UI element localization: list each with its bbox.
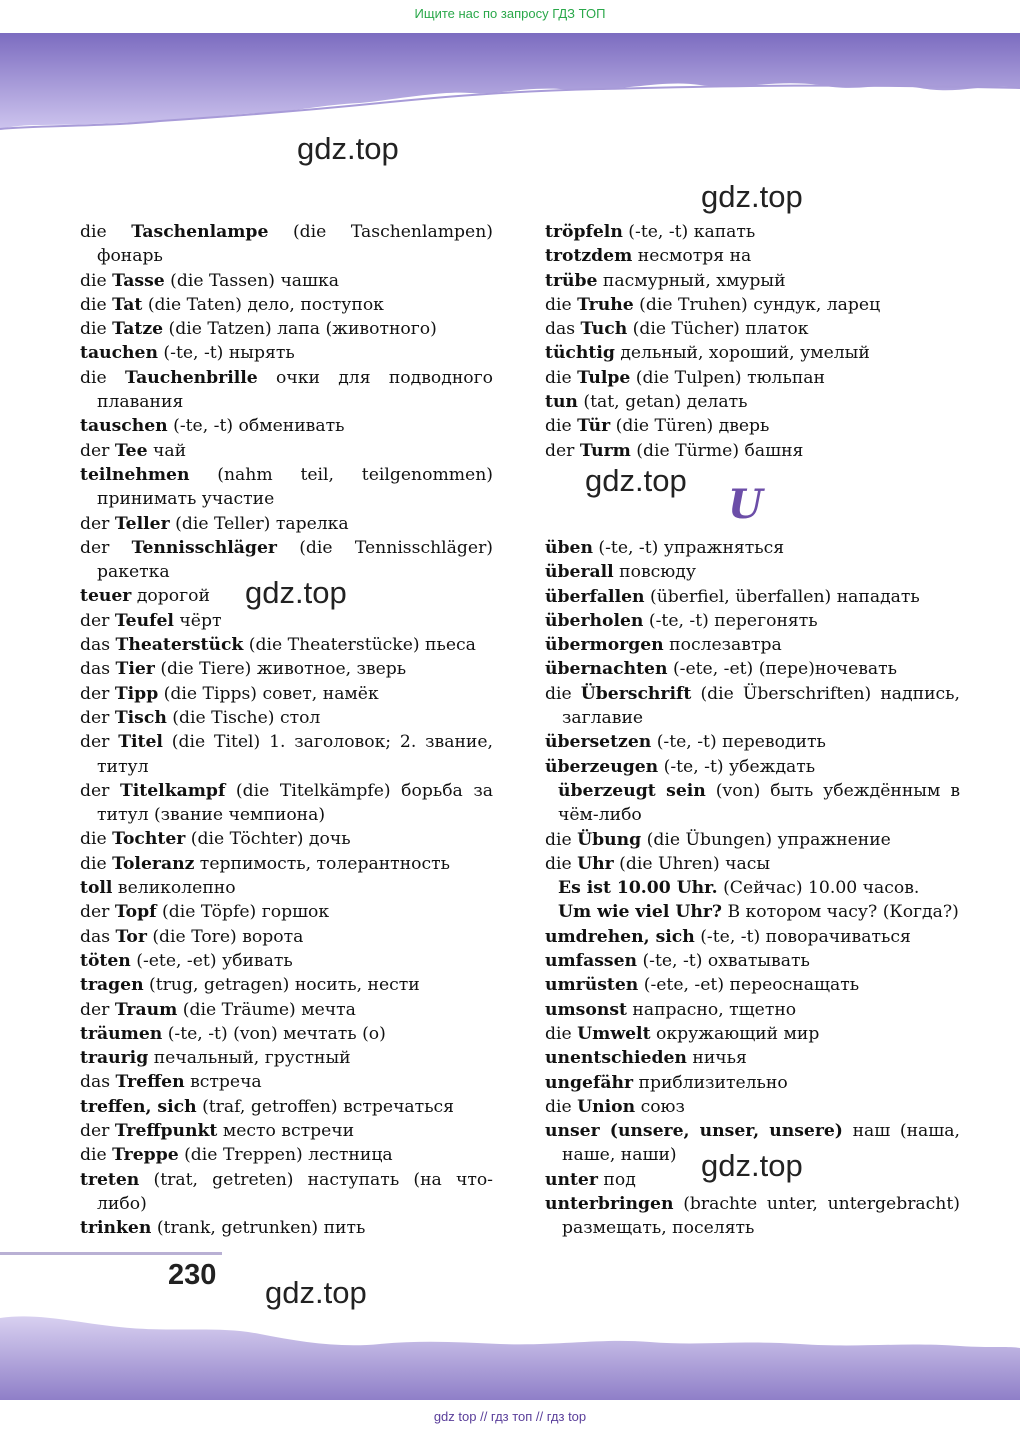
entry-headword: Truhe [577,294,634,315]
entry-definition: приблизительно [633,1072,788,1093]
dictionary-entry [80,366,493,415]
entry-article: der [80,707,115,728]
entry-headword: Tipp [114,683,159,704]
entry-definition: (trank, getrunken) пить [151,1218,366,1239]
entry-article: der [80,732,119,753]
footer-note: gdz top // гдз топ // гдз top [433,1409,587,1424]
dictionary-entry [545,633,960,657]
entry-headword: Tee [114,440,148,461]
entry-definition: (die Taschenlampen) фонарь [97,222,493,267]
entry-article: die [545,416,578,437]
entry-article: die [80,294,113,315]
entry-article: der [80,610,115,631]
entry-definition: (trat, getreten) наступать (на что-либо) [97,1169,493,1214]
entry-headword: tauchen [80,343,158,364]
entry-definition: (die Tische) стол [166,707,321,728]
dictionary-entry [545,900,960,924]
entry-headword: trinken [80,1218,152,1239]
entry-headword: Tier [115,659,155,680]
dictionary-entry [80,682,493,706]
entry-headword: unter [545,1169,598,1190]
entry-article: die [545,1023,578,1044]
entry-headword: trübe [545,270,598,291]
dictionary-entry [545,244,960,268]
entry-definition: (die Truhen) сундук, ларец [633,294,881,315]
entry-headword: überholen [545,610,644,631]
entry-headword: Umwelt [577,1023,651,1044]
dictionary-section-u [545,536,960,1241]
entry-headword: unterbringen [545,1193,674,1214]
dictionary-entry [545,366,960,390]
dictionary-entry [545,1192,960,1241]
entry-article: das [80,926,116,947]
entry-article: der [80,513,115,534]
dictionary-entry [545,1095,960,1119]
entry-definition: под [597,1169,636,1190]
dictionary-entry [80,876,493,900]
entry-definition: (-te, -t) переводить [651,732,826,753]
dictionary-entry [545,536,960,560]
entry-article: die [545,367,578,388]
entry-headword: überzeugen [545,756,659,777]
dictionary-entry [545,852,960,876]
entry-definition: повсюду [613,562,696,583]
entry-definition: (-te, -t) нырять [157,343,295,364]
entry-definition: (-te, -t) охватывать [637,951,810,972]
entry-definition: печальный, грустный [148,1048,351,1069]
entry-headword: Traum [114,999,178,1020]
entry-headword: Treffpunkt [114,1120,218,1141]
entry-headword: Überschrift [580,683,692,704]
entry-article: der [80,683,115,704]
dictionary-entry [80,439,493,463]
entry-definition: (die Titel) 1. заголовок; 2. звание, титул [97,732,494,777]
dictionary-entry [545,1119,960,1168]
dictionary-entry [545,657,960,681]
dictionary-entry [80,1168,493,1217]
entry-article: der [80,999,115,1020]
entry-definition: (-te, -t) перегонять [643,610,818,631]
entry-definition: (von) быть убеждённым в чём-либо [558,780,960,826]
entry-definition: (die Töpfe) горшок [156,902,330,923]
dictionary-entry [545,585,960,609]
entry-article: die [80,270,113,291]
entry-headword: Treffen [115,1072,185,1093]
dictionary-entry [80,293,493,317]
entry-headword: Treppe [112,1145,179,1166]
entry-definition: (die Treppen) лестница [178,1145,393,1166]
entry-headword: unentschieden [545,1048,687,1069]
dictionary-entry [80,584,493,608]
entry-headword: Tisch [114,707,167,728]
entry-definition: (trug, getragen) носить, нести [143,975,420,996]
dictionary-entry [80,536,493,585]
entry-headword: treten [80,1169,140,1190]
entry-definition: (die Uhren) часы [613,853,771,874]
entry-headword: Topf [114,902,157,923]
dictionary-entry [80,852,493,876]
entry-headword: Es ist 10.00 Uhr. [558,878,718,899]
entry-headword: toll [80,878,113,899]
page-number: 230 [168,1259,217,1291]
dictionary-entry [80,609,493,633]
dictionary-entry [545,439,960,463]
entry-headword: tauschen [80,416,168,437]
entry-headword: Turm [579,440,631,461]
entry-definition: место встречи [217,1120,355,1141]
entry-definition: (die Türme) башня [630,440,804,461]
entry-headword: ungefähr [545,1072,634,1093]
entry-headword: Teller [114,513,170,534]
watermark: gdz.top [265,1275,367,1310]
dictionary-entry [80,1143,493,1167]
entry-headword: überfallen [545,586,645,607]
watermark: gdz.top [585,463,687,498]
entry-definition: ничья [686,1048,747,1069]
watermark: gdz.top [701,1148,803,1183]
entry-article: die [545,294,578,315]
dictionary-entry [545,560,960,584]
entry-definition: великолепно [112,878,236,899]
entry-headword: traurig [80,1048,149,1069]
letter-heading: U [728,481,763,528]
dictionary-entry [545,949,960,973]
entry-headword: Theaterstück [115,635,244,656]
dictionary-entry [545,755,960,779]
dictionary-entry [80,730,493,779]
entry-definition: (-ete, -et) убивать [130,950,293,971]
watermark: gdz.top [701,179,803,214]
entry-definition: (die Tulpen) тюльпан [630,367,825,388]
entry-headword: tröpfeln [545,222,623,242]
entry-headword: teilnehmen [80,464,190,485]
entry-headword: Taschenlampe [131,222,269,242]
entry-headword: Titel [118,732,163,753]
entry-article: der [80,902,115,923]
entry-definition: (-te, -t) обменивать [167,416,345,437]
entry-headword: Teufel [114,610,174,631]
entry-definition: несмотря на [632,246,752,267]
entry-headword: Tuch [580,319,628,340]
entry-definition: (die Tennisschläger) ракетка [97,537,493,583]
entry-definition: окружающий мир [650,1023,820,1044]
dictionary-entry [80,779,493,828]
entry-definition: (-te, -t) капать [622,222,756,242]
entry-definition: очки для подводного плавания [97,367,493,413]
entry-headword: teuer [80,586,132,607]
dictionary-entry [545,876,960,900]
entry-definition: (die Türen) дверь [610,416,770,437]
dictionary-entry [545,220,960,244]
entry-definition: (die Tore) ворота [146,926,304,947]
dictionary-entry [545,414,960,438]
dictionary-entry [80,973,493,997]
dictionary-entry [545,317,960,341]
entry-headword: Tulpe [577,367,631,388]
entry-definition: (nahm teil, teilgenommen) принимать участие [97,464,493,510]
watermark: gdz.top [297,131,399,166]
entry-definition: (die Tassen) чашка [164,270,340,291]
entry-headword: Tür [577,416,611,437]
entry-headword: Union [577,1096,636,1117]
entry-headword: Tatze [112,319,164,340]
entry-definition: дорогой [131,586,210,607]
entry-definition: (-te, -t) убеждать [658,756,816,777]
entry-definition: (Сейчас) 10.00 часов. [717,878,920,899]
dictionary-entry [545,925,960,949]
dictionary-entry [545,730,960,754]
entry-article: das [80,659,116,680]
entry-definition: (-te, -t) поворачиваться [694,926,911,947]
entry-headword: üben [545,537,593,558]
entry-headword: träumen [80,1023,163,1044]
entry-headword: übersetzen [545,732,652,753]
entry-definition: (traf, getroffen) встречаться [196,1096,455,1117]
dictionary-entry [80,1046,493,1070]
entry-article: die [545,683,581,704]
entry-definition: (-te, -t) упражняться [592,537,785,558]
dictionary-entry [545,682,960,731]
dictionary-entry [545,973,960,997]
entry-headword: umdrehen, sich [545,926,695,947]
entry-article: das [80,635,116,656]
entry-headword: überall [545,562,614,583]
entry-definition: союз [635,1096,685,1117]
entry-article: die [80,222,132,242]
entry-definition: пасмурный, хмурый [597,270,786,291]
entry-definition: (die Tipps) совет, намёк [158,683,379,704]
dictionary-entry [545,998,960,1022]
dictionary-entry [80,1095,493,1119]
entry-article: die [545,853,578,874]
entry-headword: Tor [115,926,147,947]
dictionary-column-right [545,220,960,1241]
entry-headword: treffen, sich [80,1096,197,1117]
entry-article: die [80,367,125,388]
dictionary-entry [545,779,960,828]
dictionary-entry [545,1071,960,1095]
entry-headword: töten [80,950,131,971]
entry-article: der [80,440,115,461]
entry-headword: Uhr [577,853,614,874]
dictionary-entry [80,220,493,269]
dictionary-entry [545,1022,960,1046]
dictionary-entry [80,1119,493,1143]
entry-article: das [80,1072,116,1093]
entry-headword: tragen [80,975,144,996]
top-search-note: Ищите нас по запросу ГДЗ ТОП [414,6,606,21]
entry-headword: tun [545,392,578,413]
entry-headword: Tauchenbrille [124,367,258,388]
dictionary-entry [545,269,960,293]
dictionary-entry [80,657,493,681]
entry-headword: Toleranz [112,853,195,874]
entry-definition: (die Titelkämpfe) борьба за титул (звание чемпиона) [97,780,493,826]
entry-article: das [545,319,581,340]
dictionary-entry [80,341,493,365]
entry-headword: Um wie viel Uhr? [558,902,722,923]
entry-definition: встреча [184,1072,262,1093]
dictionary-entry [545,828,960,852]
entry-article: die [545,1096,578,1117]
entry-definition: (die Übungen) упражнение [641,829,891,850]
dictionary-entry [80,900,493,924]
entry-headword: Übung [577,829,642,850]
entry-definition: (-te, -t) (von) мечтать (о) [162,1023,386,1044]
entry-article: der [80,537,132,558]
entry-headword: umrüsten [545,975,639,996]
entry-article: der [80,1120,115,1141]
entry-headword: Titelkampf [119,780,226,801]
entry-headword: Tochter [112,829,186,850]
top-decorative-banner [0,33,1020,133]
dictionary-entry [80,512,493,536]
entry-headword: umsonst [545,999,627,1020]
entry-definition: (-ete, -et) (пере)ночевать [667,659,898,680]
entry-definition: чай [147,440,187,461]
entry-definition: (tat, getan) делать [577,392,748,413]
entry-headword: übernachten [545,659,668,680]
dictionary-entry [80,269,493,293]
entry-headword: Tat [112,294,143,315]
entry-definition: наш (наша, наше, наши) [562,1121,960,1166]
entry-definition: терпимость, толерантность [194,853,450,874]
entry-headword: unser (unsere, unser, unsere) [545,1121,843,1142]
entry-headword: tüchtig [545,343,615,364]
dictionary-entry [545,609,960,633]
watermark: gdz.top [245,575,347,610]
entry-definition: (die Theaterstücke) пьеса [243,635,476,656]
entry-headword: Tasse [112,270,165,291]
page-number-rule [0,1252,222,1255]
dictionary-entry [545,293,960,317]
dictionary-entry [80,1070,493,1094]
entry-headword: trotzdem [545,246,633,267]
entry-definition: (-ete, -et) переоснащать [638,975,860,996]
bottom-decorative-banner [0,1298,1020,1400]
entry-definition: (die Tatzen) лапа (животного) [163,319,437,340]
dictionary-entry [80,949,493,973]
entry-headword: umfassen [545,951,637,972]
entry-article: die [80,1145,113,1166]
entry-headword: übermorgen [545,635,664,656]
dictionary-entry [545,1168,960,1192]
entry-definition: (brachte unter, untergebracht) размещать, поселять [562,1193,960,1239]
entry-headword: Tennisschläger [131,537,277,558]
entry-article: der [80,780,120,801]
entry-definition: (überfiel, überfallen) нападать [644,586,920,607]
entry-definition: чёрт [173,610,222,631]
dictionary-entry [545,341,960,365]
dictionary-section-t [545,220,960,463]
dictionary-entry [80,414,493,438]
entry-article: die [80,853,113,874]
dictionary-column-left [80,220,493,1240]
dictionary-entry [545,390,960,414]
entry-definition: (die Überschriften) надпись, заглавие [562,683,960,729]
dictionary-entry [80,998,493,1022]
entry-article: der [545,440,580,461]
entry-definition: (die Tiere) животное, зверь [154,659,407,680]
entry-definition: (die Teller) тарелка [169,513,349,534]
dictionary-entry [545,1046,960,1070]
entry-definition: (die Tücher) платок [627,319,809,340]
dictionary-entry [80,633,493,657]
dictionary-entry [80,317,493,341]
dictionary-entry [80,925,493,949]
entry-definition: (die Träume) мечта [177,999,356,1020]
entry-definition: В котором часу? (Когда?) [721,902,959,923]
dictionary-entry [80,1216,493,1240]
dictionary-entry [80,827,493,851]
entry-definition: напрасно, тщетно [626,999,797,1020]
entry-definition: дельный, хороший, умелый [614,343,870,364]
entry-article: die [545,829,578,850]
entry-definition: (die Töchter) дочь [185,829,351,850]
entry-article: die [80,829,113,850]
entry-headword: überzeugt sein [558,780,706,801]
entry-definition: (die Taten) дело, поступок [142,294,384,315]
dictionary-entry [80,463,493,512]
dictionary-entry [80,1022,493,1046]
entry-article: die [80,319,113,340]
entry-definition: послезавтра [663,635,782,656]
dictionary-entry [80,706,493,730]
